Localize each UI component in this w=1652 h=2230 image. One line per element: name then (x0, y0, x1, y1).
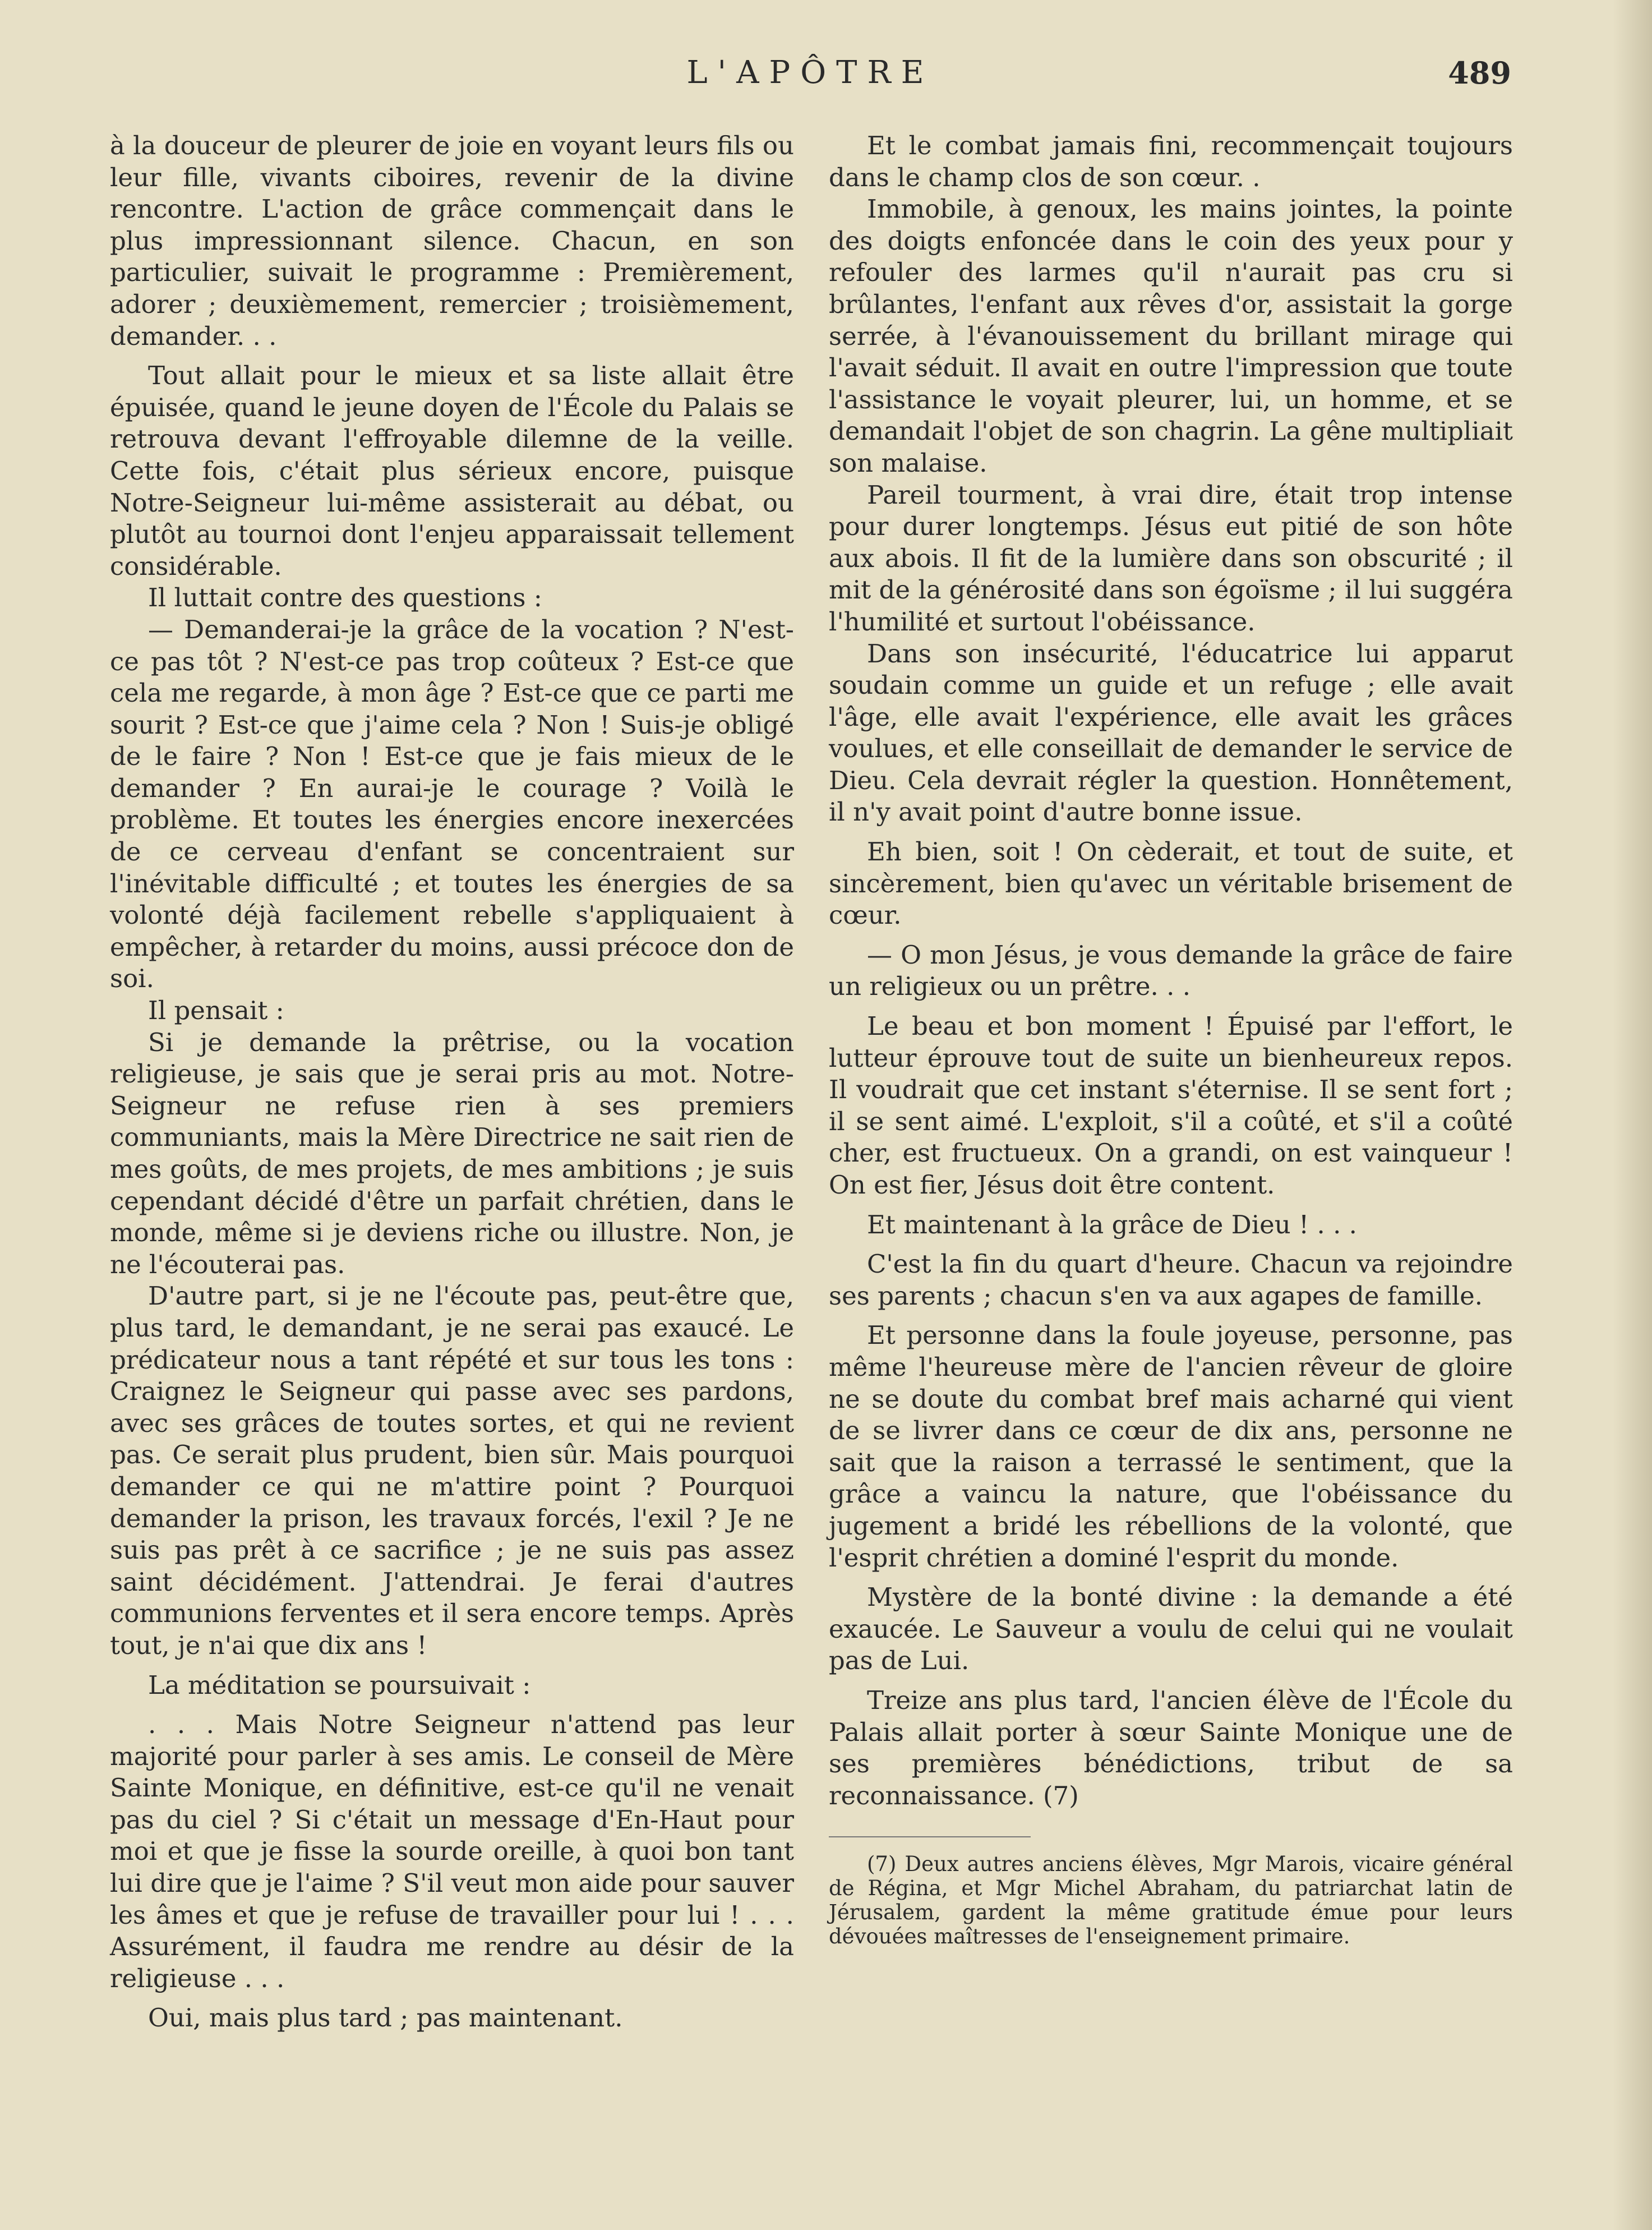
left-column (110, 130, 794, 2042)
right-column (829, 130, 1513, 1956)
paragraph: — O mon Jésus, je vous demande la grâce de faire un religieux ou un prêtre. . . (829, 939, 1513, 1002)
paragraph: à la douceur de pleurer de joie en voyant leurs fils ou leur fille, vivants ciboires, revenir de la divine rencontre. L'action de grâce commençait dans le plus impressionnant silence. Chacun, en son particulier, suivait le programme : Premièrement, adorer ; deuxièmement, remercier ; troisièmement, demander. . . (110, 131, 794, 351)
paragraph: Et maintenant à la grâce de Dieu ! . . . (867, 1209, 1357, 1240)
paragraph: Mystère de la bonté divine : la demande a été exaucée. Le Sauveur a voulu de celui qui ne voulait pas de Lui. (829, 1582, 1513, 1676)
paragraph: Et le combat jamais fini, recommençait toujours dans le champ clos de son cœur. . (829, 131, 1513, 192)
footnote: (7) Deux autres anciens élèves, Mgr Marois, vicaire général de Régina, et Mgr Michel Abraham, du patriarchat latin de Jérusalem, gardent la même gratitude émue pour leurs dévouées maîtresses de l'enseignement primaire. (829, 1852, 1513, 1949)
footnote-divider (829, 1836, 1031, 1837)
paragraph: C'est la fin du quart d'heure. Chacun va rejoindre ses parents ; chacun s'en va aux agapes de famille. (829, 1249, 1513, 1311)
paragraph: D'autre part, si je ne l'écoute pas, peut-être que, plus tard, le demandant, je ne serai pas exaucé. Le prédicateur nous a tant répété et sur tous les tons : Craignez le Seigneur qui passe avec ses pardons, avec ses grâces de toutes sortes, et qui ne revient pas. Ce serait plus prudent, bien sûr. Mais pourquoi demander ce qui ne m'attire point ? Pourquoi demander la prison, les travaux forcés, l'exil ? Je ne suis pas prêt à ce sacrifice ; je ne suis pas assez saint décidément. J'attendrai. Je ferai d'autres communions ferventes et il sera encore temps. Après tout, je n'ai que dix ans ! (110, 1281, 794, 1660)
paragraph: . . . Mais Notre Seigneur n'attend pas leur majorité pour parler à ses amis. Le conseil de Mère Sainte Monique, en définitive, est-ce qu'il ne venait pas du ciel ? Si c'était un message d'En-Haut pour moi et que je fisse la sourde oreille, à quoi bon tant lui dire que je l'aime ? S'il veut mon aide pour sauver les âmes et que je refuse de travailler pour lui ! . . . Assurément, il faudra me rendre au désir de la religieuse . . . (110, 1710, 794, 1993)
paragraph: — Demanderai-je la grâce de la vocation ? N'est-ce pas tôt ? N'est-ce pas trop coûteux ? Est-ce que cela me regarde, à mon âge ? Est-ce que ce parti me sourit ? Est-ce que j'aime cela ? Non ! Suis-je obligé de le faire ? Non ! Est-ce que je fais mieux de le demander ? En aurai-je le courage ? Voilà le problème. Et toutes les énergies encore inexercées de ce cerveau d'enfant se concentraient sur l'inévitable difficulté ; et toutes les énergies de sa volonté déjà facilement rebelle s'appliquaient à empêcher, à retarder du moins, aussi précoce don de soi. (110, 614, 794, 994)
paragraph: Immobile, à genoux, les mains jointes, la pointe des doigts enfoncée dans le coin des yeux pour y refouler des larmes qu'il n'aurait pas cru si brûlantes, l'enfant aux rêves d'or, assistait la gorge serrée, à l'évanouissement du brillant mirage qui l'avait séduit. Il avait en outre l'impression que toute l'assistance le voyait pleurer, lui, un homme, et se demandait l'objet de son chagrin. La gêne multipliait son malaise. (829, 194, 1513, 478)
paragraph: Dans son insécurité, l'éducatrice lui apparut soudain comme un guide et un refuge ; elle avait l'âge, elle avait l'expérience, elle avait les grâces voulues, et elle conseillait de demander le service de Dieu. Cela devrait régler la question. Honnêtement, il n'y avait point d'autre bonne issue. (829, 638, 1513, 827)
paragraph: Il pensait : (148, 996, 284, 1026)
paragraph: Et personne dans la foule joyeuse, personne, pas même l'heureuse mère de l'ancien rêveur de gloire ne se doute du combat bref mais acharné qui vient de se livrer dans ce cœur de dix ans, personne ne sait que la raison a terrassé le sentiment, que la grâce a vaincu la nature, que l'obéissance du jugement a bridé les rébellions de la volonté, que l'esprit chrétien a dominé l'esprit du monde. (829, 1320, 1513, 1573)
paragraph: Si je demande la prêtrise, ou la vocation religieuse, je sais que je serai pris au mot. Notre-Seigneur ne refuse rien à ses premiers communiants, mais la Mère Directrice ne sait rien de mes goûts, de mes projets, de mes ambitions ; je suis cependant décidé d'être un parfait chrétien, dans le monde, même si je deviens riche ou illustre. Non, je ne l'écouterai pas. (110, 1027, 794, 1279)
paragraph: Oui, mais plus tard ; pas maintenant. (148, 2003, 623, 2033)
paragraph: Pareil tourment, à vrai dire, était trop intense pour durer longtemps. Jésus eut pitié de son hôte aux abois. Il fit de la lumière dans son obscurité ; il mit de la générosité dans son égoïsme ; il lui suggéra l'humilité et surtout l'obéissance. (829, 480, 1513, 637)
paragraph: Eh bien, soit ! On cèderait, et tout de suite, et sincèrement, bien qu'avec un véritable brisement de cœur. (829, 837, 1513, 930)
page-edge-shadow (1613, 0, 1652, 2230)
paragraph: La méditation se poursuivait : (148, 1670, 531, 1700)
running-title: L'APÔTRE (686, 54, 934, 91)
paragraph: Il luttait contre des questions : (148, 583, 542, 613)
page-header (109, 50, 1511, 95)
paragraph: Tout allait pour le mieux et sa liste allait être épuisée, quand le jeune doyen de l'École du Palais se retrouva devant l'effroyable dilemne de la veille. Cette fois, c'était plus sérieux encore, puisque Notre-Seigneur lui-même assisterait au débat, ou plutôt au tournoi dont l'enjeu apparaissait tellement considérable. (110, 361, 794, 581)
paragraph: Le beau et bon moment ! Épuisé par l'effort, le lutteur éprouve tout de suite un bienheureux repos. Il voudrait que cet instant s'éternise. Il se sent fort ; il se sent aimé. L'exploit, s'il a coûté, et s'il a coûté cher, est fructueux. On a grandi, on est vainqueur ! On est fier, Jésus doit être content. (829, 1011, 1513, 1200)
paragraph: Treize ans plus tard, l'ancien élève de l'École du Palais allait porter à sœur Sainte Monique une de ses premières bénédictions, tribut de sa reconnaissance. (7) (829, 1685, 1513, 1810)
page-number: 489 (1448, 55, 1511, 91)
